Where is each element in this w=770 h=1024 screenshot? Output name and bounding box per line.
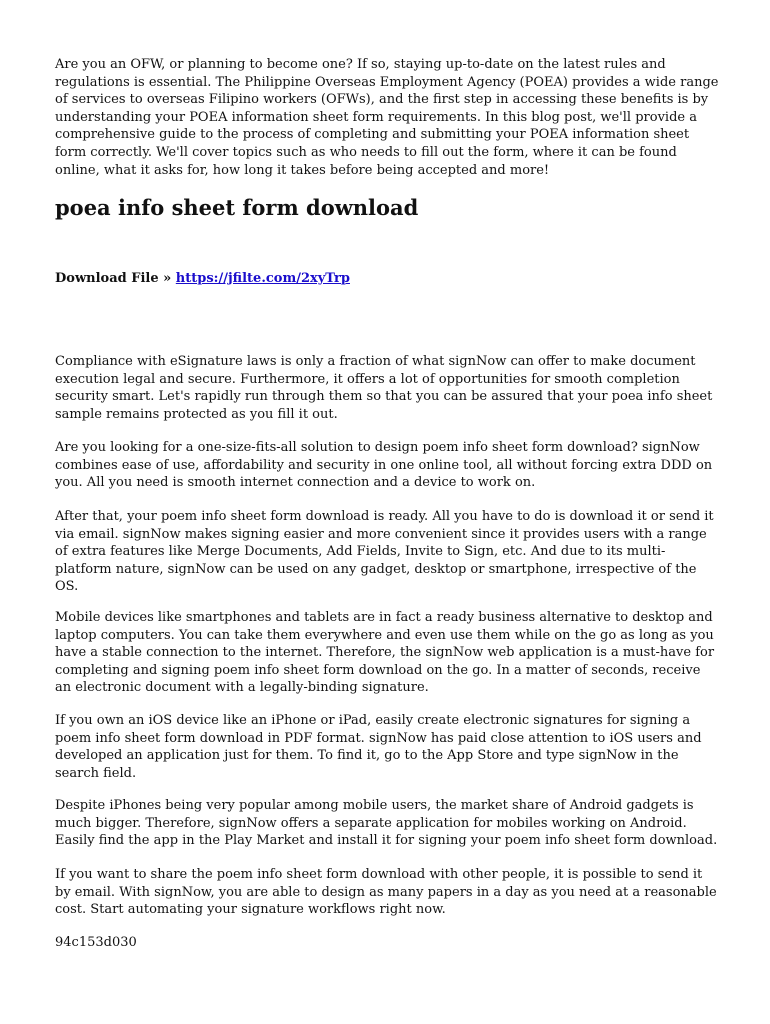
paragraph-share: If you want to share the poem info sheet form download with other people, it is possible to send it by email. With signNow, you are able to design as many papers in a day as you need at a reasonable cost. Start automating your signature workflows right now. (55, 867, 717, 918)
paragraph-ios: If you own an iOS device like an iPhone or iPad, easily create electronic signatures for signing a poem info sheet form download in PDF format. signNow has paid close attention to iOS users and developed an application just for them. To find it, go to the App Store and type signNow in the search field. (55, 713, 702, 781)
download-line (55, 270, 350, 288)
intro-paragraph: Are you an OFW, or planning to become one? If so, staying up-to-date on the latest rules and regulations is essential. The Philippine Overseas Employment Agency (POEA) provides a wide range of services to overseas Filipino workers (OFWs), and the first step in accessing these benefits is by understanding your POEA information sheet form requirements. In this blog post, we'll provide a comprehensive guide to the process of completing and submitting your POEA information sheet form correctly. We'll cover topics such as who needs to fill out the form, where it can be found online, what it asks for, how long it takes before being accepted and more! (55, 57, 719, 178)
paragraph-ready: After that, your poem info sheet form download is ready. All you have to do is download it or send it via email. signNow makes signing easier and more convenient since it provides users with a range of extra features like Merge Documents, Add Fields, Invite to Sign, etc. And due to its multi-platform nature, signNow can be used on any gadget, desktop or smartphone, irrespective of the OS. (55, 509, 714, 595)
page-title: poea info sheet form download (55, 195, 419, 220)
download-label: Download File » (55, 271, 172, 286)
footer-code: 94c153d030 (55, 935, 137, 950)
paragraph-compliance: Compliance with eSignature laws is only a fraction of what signNow can offer to make document execution legal and secure. Furthermore, it offers a lot of opportunities for smooth completion security smart. Let's rapidly run through them so that you can be assured that your poea info sheet sample remains protected as you fill it out. (55, 354, 713, 422)
paragraph-android: Despite iPhones being very popular among mobile users, the market share of Android gadgets is much bigger. Therefore, signNow offers a separate application for mobiles working on Android. Easily find the app in the Play Market and install it for signing your poem info sheet form download. (55, 798, 718, 849)
paragraph-mobile: Mobile devices like smartphones and tablets are in fact a ready business alternative to desktop and laptop computers. You can take them everywhere and even use them while on the go as long as you have a stable connection to the internet. Therefore, the signNow web application is a must-have for completing and signing poem info sheet form download on the go. In a matter of seconds, receive an electronic document with a legally-binding signature. (55, 610, 715, 696)
paragraph-one-size: Are you looking for a one-size-fits-all solution to design poem info sheet form download? signNow combines ease of use, affordability and security in one online tool, all without forcing extra DDD on you. All you need is smooth internet connection and a device to work on. (55, 440, 713, 491)
download-link[interactable]: https://jfilte.com/2xyTrp (175, 271, 350, 286)
